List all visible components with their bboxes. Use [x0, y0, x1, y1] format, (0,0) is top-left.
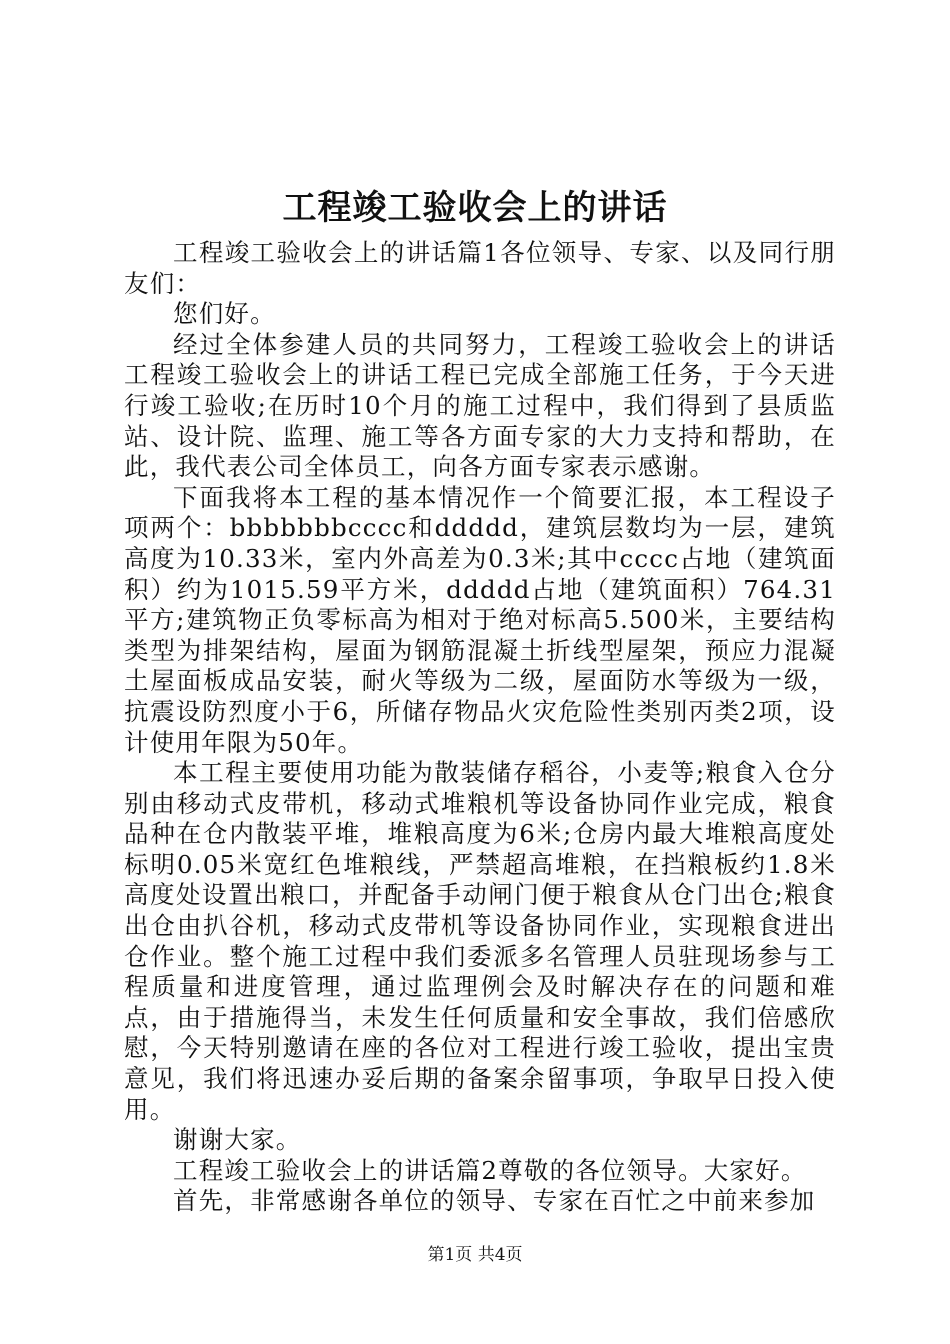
- paragraph-5: 本工程主要使用功能为散装储存稻谷，小麦等;粮食入仓分别由移动式皮带机，移动式堆粮机等设备协同作业完成，粮食品种在仓内散装平堆，堆粮高度为6米;仓房内最大堆粮高度处标明0.05米宽红色堆粮线，严禁超高堆粮，在挡粮板约1.8米高度处设置出粮口，并配备手动闸门便于粮食从仓门出仓;粮食出仓由扒谷机，移动式皮带机等设备协同作业，实现粮食进出仓作业。整个施工过程中我们委派多名管理人员驻现场参与工程质量和进度管理，通过监理例会及时解决存在的问题和难点，由于措施得当，未发生任何质量和安全事故，我们倍感欣慰，今天特别邀请在座的各位对工程进行竣工验收，提出宝贵意见，我们将迅速办妥后期的备案余留事项，争取早日投入使用。: [124, 758, 836, 1124]
- paragraph-8: 首先，非常感谢各单位的领导、专家在百忙之中前来参加: [173, 1186, 816, 1216]
- paragraph-1: 工程竣工验收会上的讲话篇1各位领导、专家、以及同行朋友们：: [124, 238, 836, 298]
- page-footer: 第1页 共4页: [427, 1245, 523, 1265]
- paragraph-2: 您们好。: [173, 299, 276, 329]
- document-title: 工程竣工验收会上的讲话: [282, 188, 668, 228]
- paragraph-3: 经过全体参建人员的共同努力，工程竣工验收会上的讲话工程竣工验收会上的讲话工程已完成全部施工任务，于今天进行竣工验收;在历时10个月的施工过程中，我们得到了县质监站、设计院、监理、施工等各方面专家的大力支持和帮助，在此，我代表公司全体员工，向各方面专家表示感谢。: [124, 329, 836, 482]
- paragraph-6: 谢谢大家。: [173, 1125, 302, 1155]
- paragraph-7: 工程竣工验收会上的讲话篇2尊敬的各位领导。大家好。: [173, 1155, 807, 1185]
- document-body: [124, 238, 836, 1217]
- paragraph-4: 下面我将本工程的基本情况作一个简要汇报，本工程设子项两个：bbbbbbbcccc和ddddd，建筑层数均为一层，建筑高度为10.33米，室内外高差为0.3米;其中cccc占地（建筑面积）约为1015.59平方米，ddddd占地（建筑面积）764.31平方;建筑物正负零标高为相对于绝对标高5.500米，主要结构类型为排架结构，屋面为钢筋混凝土折线型屋架，预应力混凝土屋面板成品安装，耐火等级为二级，屋面防水等级为一级，抗震设防烈度小于6，所储存物品火灾危险性类别丙类2项，设计使用年限为50年。: [124, 482, 836, 757]
